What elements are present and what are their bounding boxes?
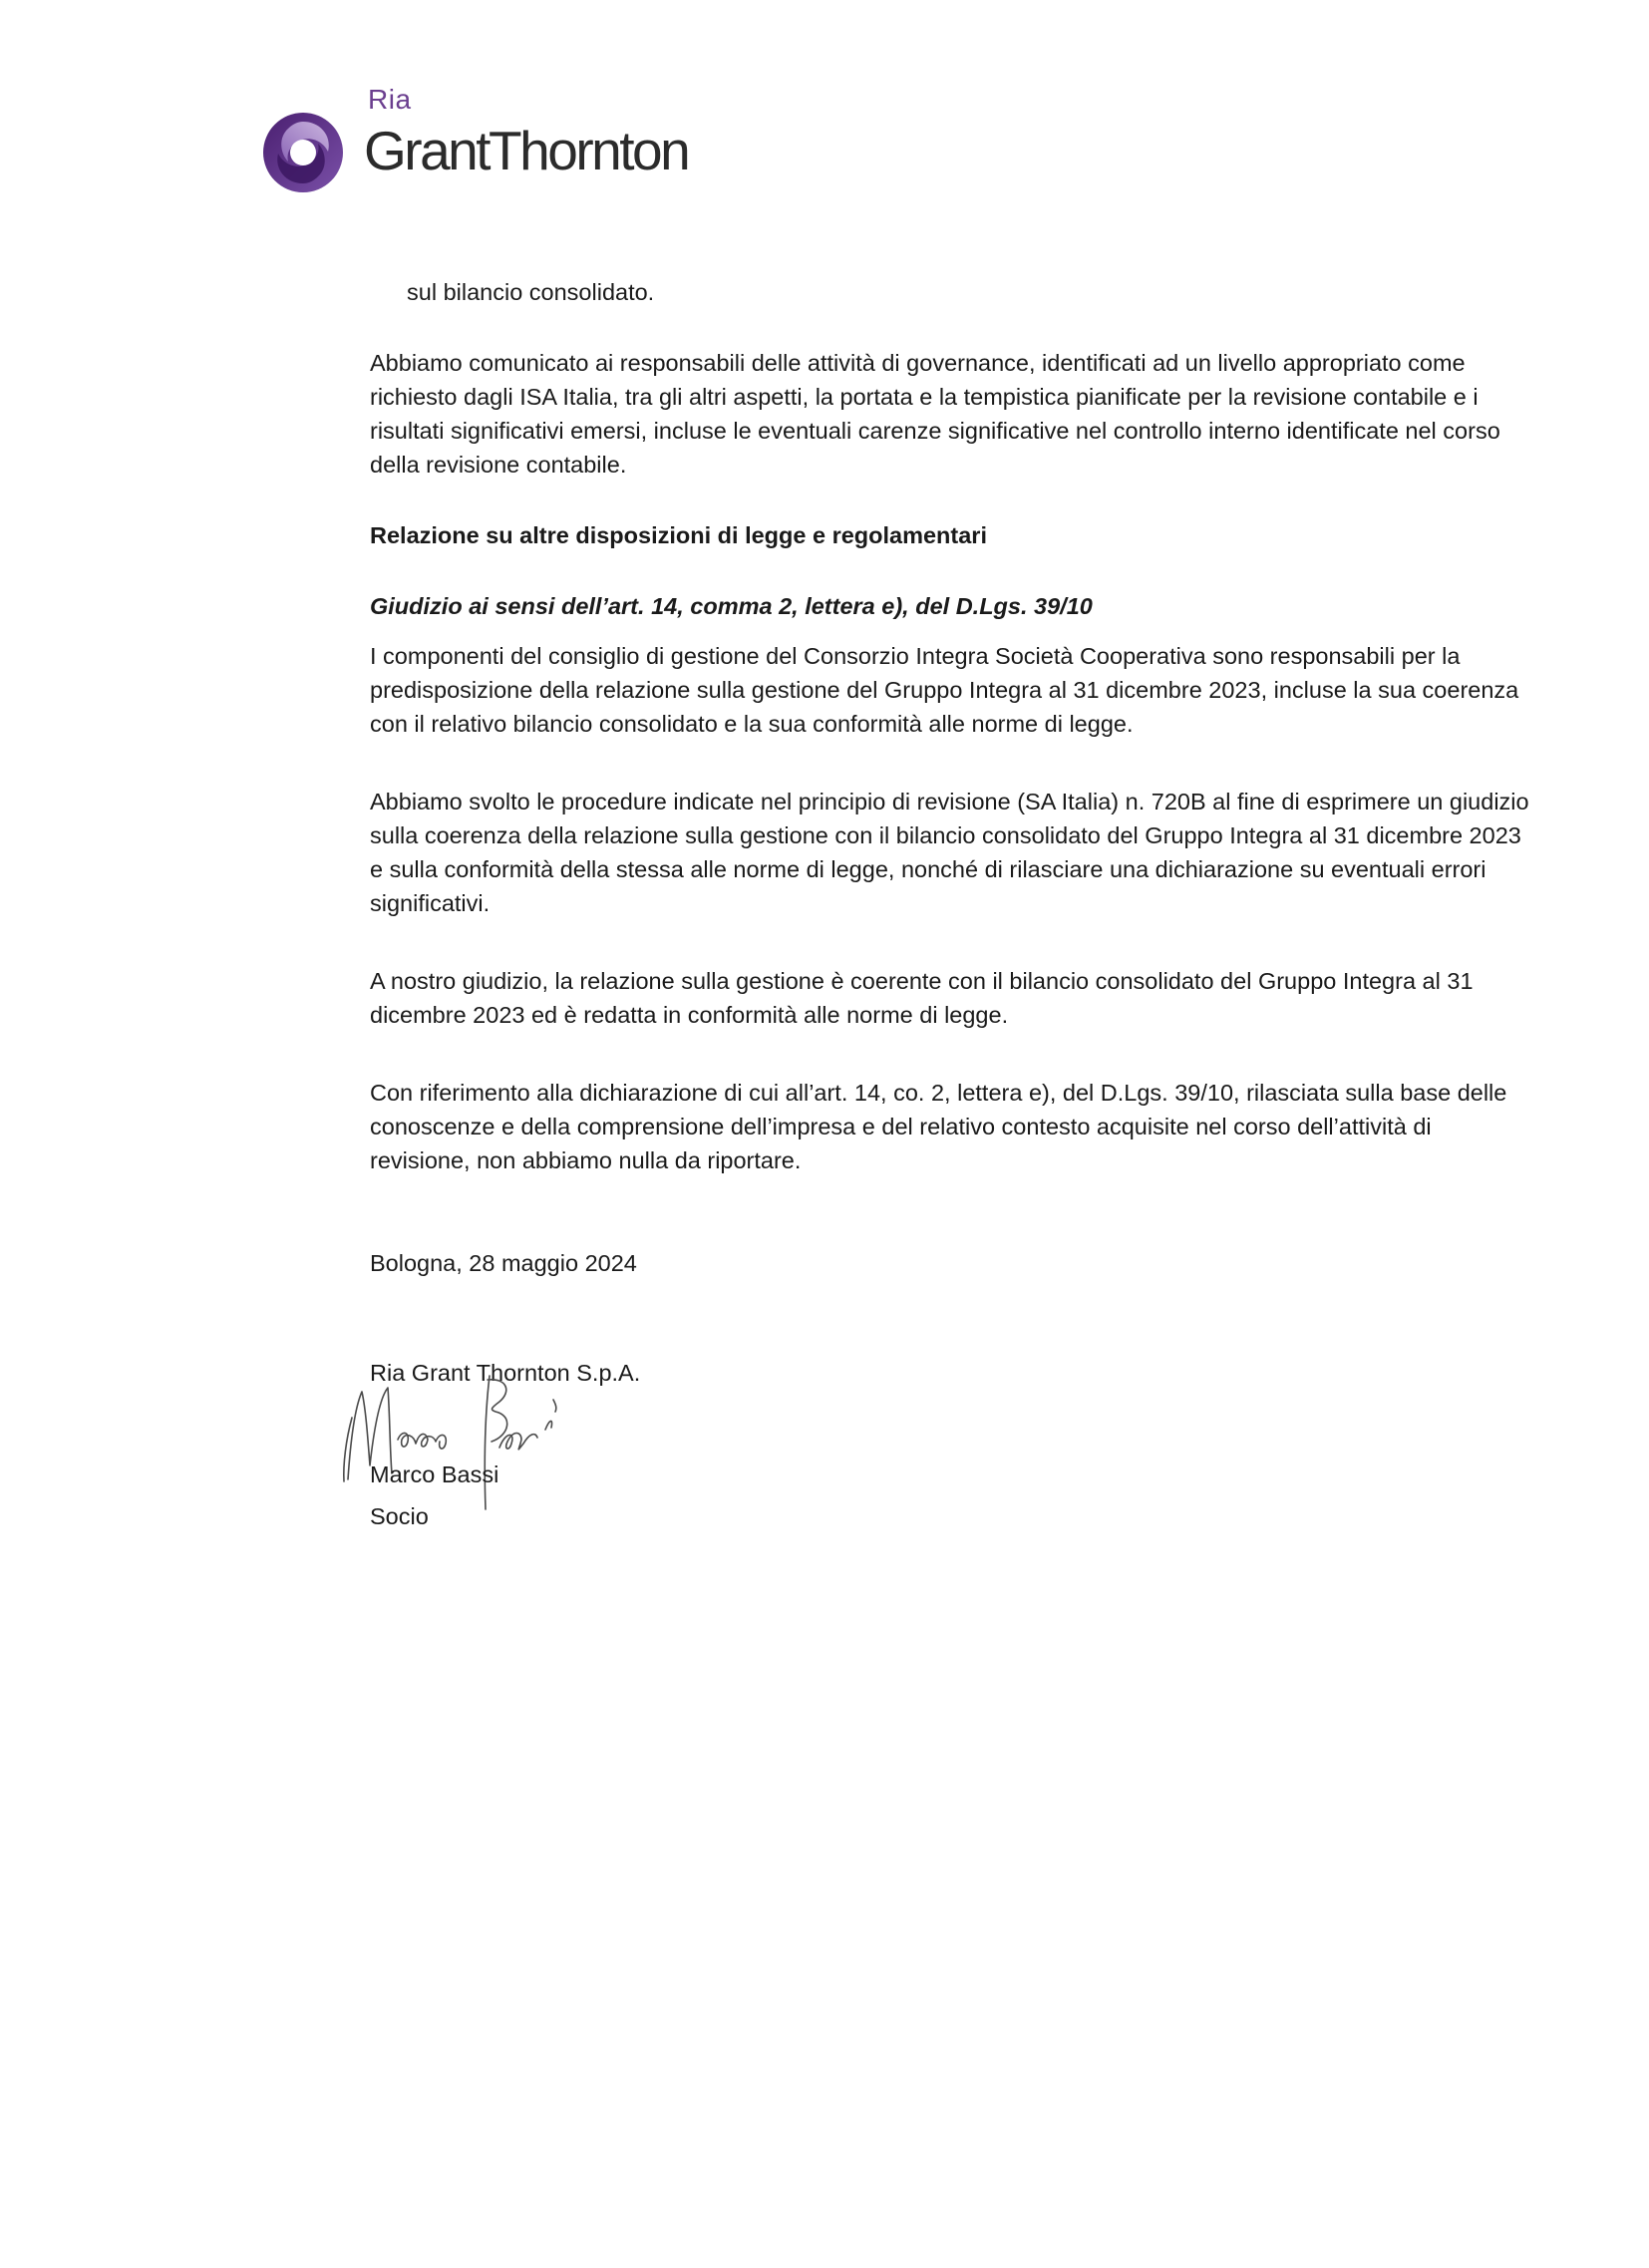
- signature-block: [370, 1356, 1536, 1533]
- company-logo: [262, 84, 701, 193]
- firm-name: Ria Grant Thornton S.p.A.: [370, 1360, 641, 1386]
- handwritten-signature-icon: [340, 1370, 609, 1519]
- section-heading: Relazione su altre disposizioni di legge e regolamentari: [370, 522, 987, 548]
- logo-company-name: GrantThornton: [364, 120, 689, 181]
- logo-ria-text: Ria: [368, 84, 412, 115]
- continuation-line: sul bilancio consolidato.: [407, 279, 655, 305]
- subsection-heading: Giudizio ai sensi dell’art. 14, comma 2, lettera e), del D.Lgs. 39/10: [370, 593, 1093, 619]
- paragraph-opinion: A nostro giudizio, la relazione sulla gestione è coerente con il bilancio consolidato del Gruppo Integra al 31 dicembre 2023 ed è redatta in conformità alle norme di legge.: [370, 968, 1474, 1028]
- signatory-role: Socio: [370, 1503, 429, 1529]
- place-date: Bologna, 28 maggio 2024: [370, 1250, 637, 1276]
- signatory-name: Marco Bassi: [370, 1461, 499, 1487]
- paragraph-responsibility: I componenti del consiglio di gestione del Consorzio Integra Società Cooperativa sono responsabili per la predisposizione della relazione sulla gestione del Gruppo Integra al 31 dicembre 2023, incluse la sua coerenza con il relativo bilancio consolidato e la sua conformità alle norme di legge.: [370, 643, 1519, 737]
- grant-thornton-logo-mark-icon: [262, 112, 344, 193]
- paragraph-governance: Abbiamo comunicato ai responsabili delle attività di governance, identificati ad un livello appropriato come richiesto dagli ISA Italia, tra gli altri aspetti, la portata e la tempistica pianificate per la revisione contabile e i risultati significativi emersi, incluse le eventuali carenze significative nel controllo interno identificate nel corso della revisione contabile.: [370, 350, 1500, 478]
- document-body: [370, 275, 1536, 1533]
- paragraph-procedures: Abbiamo svolto le procedure indicate nel principio di revisione (SA Italia) n. 720B al fine di esprimere un giudizio sulla coerenza della relazione sulla gestione con il bilancio consolidato del Gruppo Integra al 31 dicembre 2023 e sulla conformità della stessa alle norme di legge, nonché di rilasciare una dichiarazione su eventuali errori significativi.: [370, 789, 1529, 916]
- paragraph-declaration: Con riferimento alla dichiarazione di cui all’art. 14, co. 2, lettera e), del D.Lgs. 39/10, rilasciata sulla base delle conoscenze e della comprensione dell’impresa e del relativo contesto acquisite nel corso dell’attività di revisione, non abbiamo nulla da riportare.: [370, 1080, 1507, 1173]
